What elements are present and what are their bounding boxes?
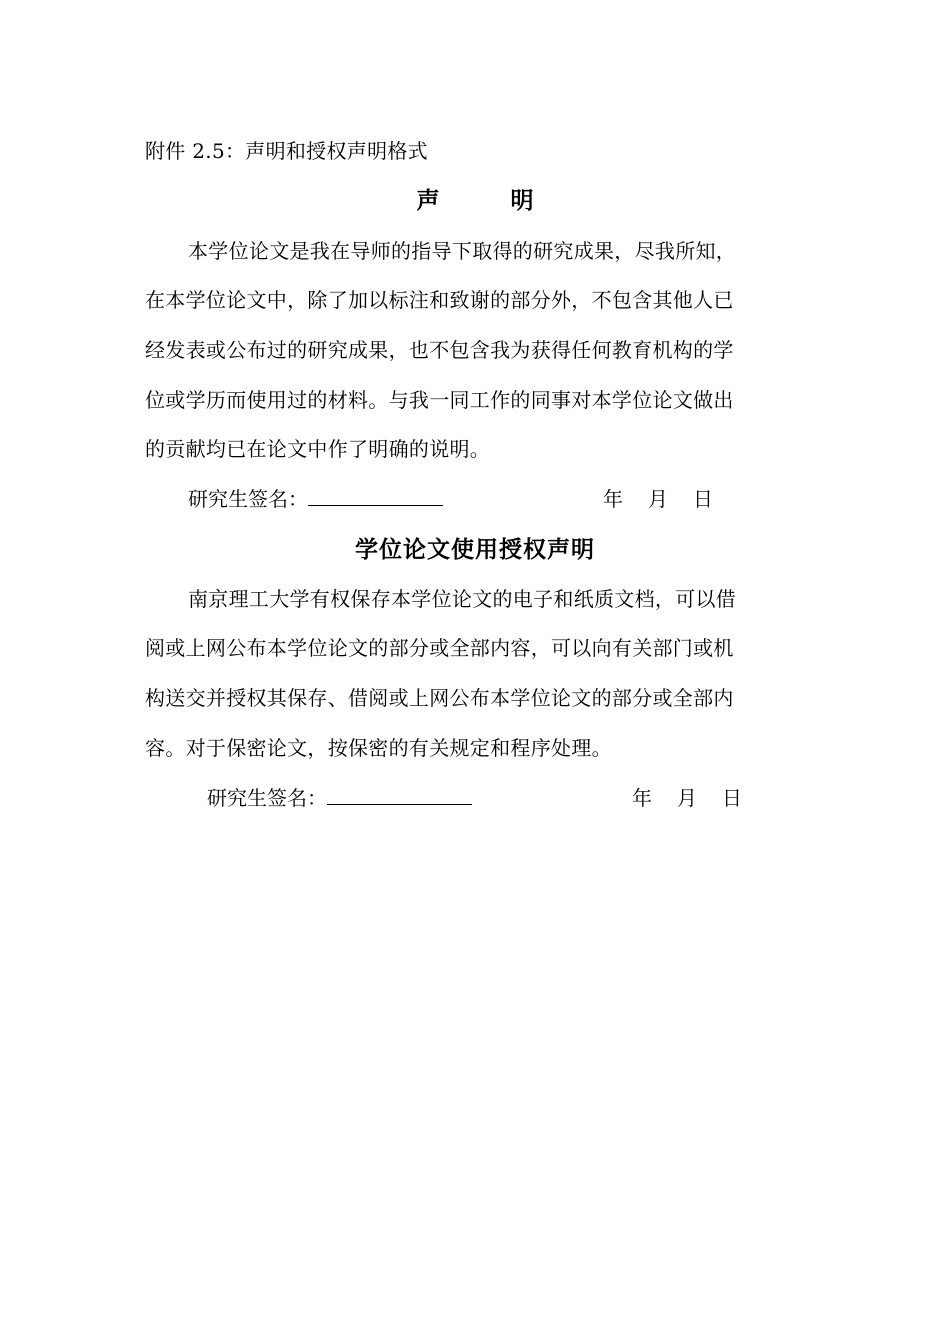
date-day-label: 日 xyxy=(722,786,742,810)
authorization-title: 学位论文使用授权声明 xyxy=(355,536,595,563)
date-month-label: 月 xyxy=(648,487,668,511)
authorization-paragraph-line: 阅或上网公布本学位论文的部分或全部内容，可以向有关部门或机 xyxy=(145,636,734,660)
signature-label: 研究生签名： xyxy=(188,487,308,511)
authorization-signature-row xyxy=(207,784,472,812)
date-day-label: 日 xyxy=(693,487,713,511)
declaration-paragraph-line: 的贡献均已在论文中作了明确的说明。 xyxy=(145,437,491,461)
declaration-paragraph-line: 在本学位论文中，除了加以标注和致谢的部分外，不包含其他人已 xyxy=(145,288,734,312)
attachment-label: 附件 2.5：声明和授权声明格式 xyxy=(145,139,428,163)
date-year-label: 年 xyxy=(603,487,623,511)
date-year-label: 年 xyxy=(632,786,652,810)
authorization-paragraph-line: 构送交并授权其保存、借阅或上网公布本学位论文的部分或全部内 xyxy=(145,686,734,710)
declaration-paragraph-line: 位或学历而使用过的材料。与我一同工作的同事对本学位论文做出 xyxy=(145,388,734,412)
declaration-paragraph-line: 经发表或公布过的研究成果，也不包含我为获得任何教育机构的学 xyxy=(145,338,734,362)
declaration-signature-row xyxy=(188,485,443,513)
date-month-label: 月 xyxy=(677,786,697,810)
declaration-title: 声 明 xyxy=(416,187,558,214)
signature-field[interactable] xyxy=(308,485,443,506)
signature-label: 研究生签名： xyxy=(207,786,327,810)
declaration-paragraph-line: 本学位论文是我在导师的指导下取得的研究成果，尽我所知， xyxy=(188,239,737,263)
authorization-paragraph-line: 容。对于保密论文，按保密的有关规定和程序处理。 xyxy=(145,736,612,760)
signature-field[interactable] xyxy=(327,784,472,805)
authorization-paragraph-line: 南京理工大学有权保存本学位论文的电子和纸质文档，可以借 xyxy=(188,587,737,611)
